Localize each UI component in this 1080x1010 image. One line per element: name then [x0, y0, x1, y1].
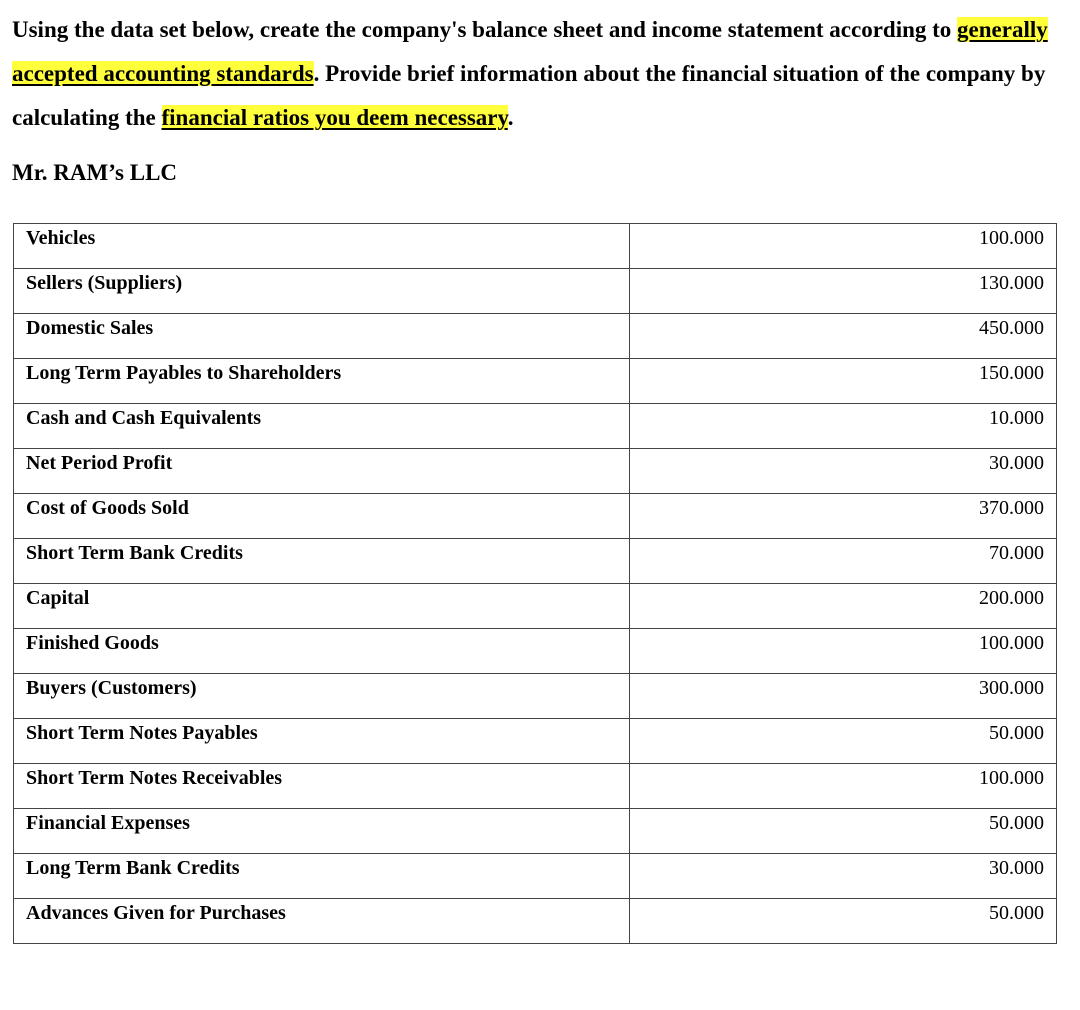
row-label: Short Term Notes Receivables: [14, 764, 630, 809]
table-row: [14, 629, 1057, 674]
row-value: 100.000: [630, 629, 1057, 674]
row-label: Buyers (Customers): [14, 674, 630, 719]
table-row: [14, 854, 1057, 899]
row-label: Short Term Bank Credits: [14, 539, 630, 584]
highlight-financial-ratios: financial ratios you deem necessary: [161, 105, 508, 130]
table-row: [14, 539, 1057, 584]
highlight-accounting-standards: generally accepted accounting standards: [12, 17, 1048, 86]
table-row: [14, 494, 1057, 539]
row-label: Capital: [14, 584, 630, 629]
row-label: Cash and Cash Equivalents: [14, 404, 630, 449]
row-value: 100.000: [630, 764, 1057, 809]
row-value: 50.000: [630, 809, 1057, 854]
row-value: 150.000: [630, 359, 1057, 404]
row-label: Domestic Sales: [14, 314, 630, 359]
company-name: Mr. RAM’s LLC: [12, 160, 178, 185]
table-row: [14, 404, 1057, 449]
row-label: Finished Goods: [14, 629, 630, 674]
row-value: 130.000: [630, 269, 1057, 314]
instructions-text-3: .: [507, 105, 514, 130]
table-row: [14, 899, 1057, 944]
table-row: [14, 719, 1057, 764]
table-row: [14, 584, 1057, 629]
instructions-text-1: Using the data set below, create the company's balance sheet and income statement according to: [12, 17, 958, 42]
row-label: Short Term Notes Payables: [14, 719, 630, 764]
row-label: Long Term Payables to Shareholders: [14, 359, 630, 404]
row-label: Advances Given for Purchases: [14, 899, 630, 944]
row-value: 30.000: [630, 854, 1057, 899]
row-label: Long Term Bank Credits: [14, 854, 630, 899]
row-value: 10.000: [630, 404, 1057, 449]
table-row: [14, 224, 1057, 269]
table-row: [14, 764, 1057, 809]
row-value: 300.000: [630, 674, 1057, 719]
row-label: Vehicles: [14, 224, 630, 269]
instructions-text-2: . Provide brief information about the financial situation of the company by calculating the: [12, 61, 1046, 130]
table-row: [14, 269, 1057, 314]
table-row: [14, 449, 1057, 494]
table-row: [14, 674, 1057, 719]
row-label: Net Period Profit: [14, 449, 630, 494]
instructions-paragraph: [12, 8, 1068, 140]
row-value: 370.000: [630, 494, 1057, 539]
row-label: Sellers (Suppliers): [14, 269, 630, 314]
row-value: 200.000: [630, 584, 1057, 629]
row-value: 50.000: [630, 899, 1057, 944]
data-table: [13, 223, 1057, 944]
table-row: [14, 359, 1057, 404]
row-value: 100.000: [630, 224, 1057, 269]
row-value: 450.000: [630, 314, 1057, 359]
row-label: Cost of Goods Sold: [14, 494, 630, 539]
row-label: Financial Expenses: [14, 809, 630, 854]
row-value: 50.000: [630, 719, 1057, 764]
row-value: 70.000: [630, 539, 1057, 584]
table-row: [14, 314, 1057, 359]
table-row: [14, 809, 1057, 854]
row-value: 30.000: [630, 449, 1057, 494]
